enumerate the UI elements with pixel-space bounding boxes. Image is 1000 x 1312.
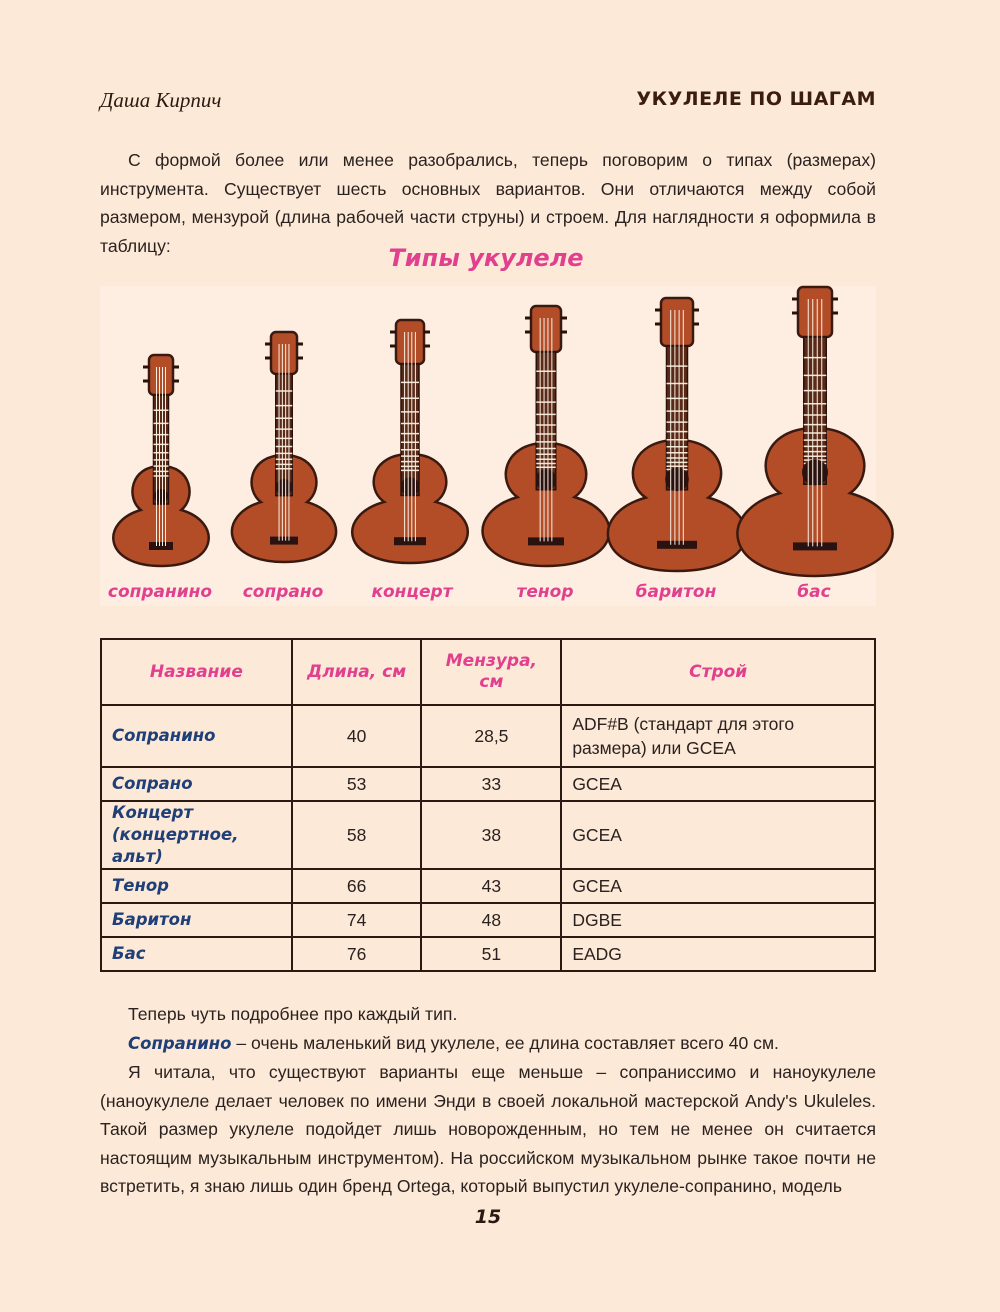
row-name: Бас	[101, 937, 292, 971]
ukulele-2-bridge	[270, 537, 298, 545]
row-name: Сопранино	[101, 705, 292, 767]
table-row	[101, 767, 875, 801]
row-scale: 28,5	[421, 705, 561, 767]
table-row	[101, 801, 875, 869]
ukulele-5-soundhole	[665, 468, 689, 492]
ukulele-2-soundhole	[276, 479, 292, 495]
row-scale: 48	[421, 903, 561, 937]
term-sopranino: Сопранино	[128, 1033, 232, 1053]
table-row	[101, 705, 875, 767]
row-tuning: ADF#B (стандарт для этого размера) или GCEA	[561, 705, 875, 767]
column-header-length: Длина, см	[292, 639, 422, 705]
table-header-row	[101, 639, 875, 705]
column-header-name: Название	[101, 639, 292, 705]
row-name: Баритон	[101, 903, 292, 937]
row-name: Сопрано	[101, 767, 292, 801]
ukulele-3-bridge	[394, 537, 426, 545]
ukulele-3-headstock	[396, 320, 424, 364]
ukulele-5-bridge	[657, 541, 697, 549]
ukulele-2-headstock	[271, 332, 297, 374]
row-scale: 51	[421, 937, 561, 971]
ukulele-6-headstock	[798, 287, 832, 337]
ukulele-4-bridge	[528, 537, 564, 545]
ukulele-label-tenor: тенор	[516, 582, 574, 602]
table-row	[101, 903, 875, 937]
ukulele-label-bass: бас	[797, 582, 831, 602]
row-length: 76	[292, 937, 422, 971]
ukulele-label-soprano: сопрано	[242, 582, 324, 602]
table-row	[101, 869, 875, 903]
row-scale: 33	[421, 767, 561, 801]
body-paragraph-2	[100, 1029, 876, 1059]
author-name: Даша Кирпич	[100, 88, 222, 112]
row-scale: 43	[421, 869, 561, 903]
ukulele-4-neck	[536, 352, 556, 490]
ukulele-label-sopranino: сопранино	[107, 582, 213, 602]
row-name: Концерт (концертное, альт)	[101, 801, 292, 869]
column-header-tuning: Строй	[561, 639, 875, 705]
ukulele-4-soundhole	[535, 469, 556, 490]
ukulele-6-soundhole	[802, 459, 828, 485]
body-paragraph-2-text: – очень маленький вид укулеле, ее длина составляет всего 40 см.	[231, 1032, 779, 1053]
row-length: 66	[292, 869, 422, 903]
ukulele-3-neck	[401, 364, 419, 495]
ukulele-6-bridge	[793, 542, 837, 550]
row-tuning: GCEA	[561, 801, 875, 869]
row-tuning: GCEA	[561, 767, 875, 801]
row-length: 74	[292, 903, 422, 937]
row-name: Тенор	[101, 869, 292, 903]
page-number: 15	[474, 1206, 502, 1228]
ukulele-label-concert: концерт	[371, 582, 453, 602]
intro-paragraph: С формой более или менее разобрались, теперь поговорим о типах (размерах) инструмента. Существует шесть основных вариантов. Они отличаются между собой размером, мензурой (длина рабочей части струны) и строем. Для наглядности я оформила в таблицу:	[100, 150, 876, 256]
row-length: 40	[292, 705, 422, 767]
body-text	[100, 1000, 876, 1201]
ukulele-illustration	[0, 0, 1000, 620]
row-scale: 38	[421, 801, 561, 869]
ukulele-label-baritone: баритон	[635, 582, 717, 602]
ukulele-2-neck	[276, 374, 293, 496]
body-paragraph-1: Теперь чуть подробнее про каждый тип.	[128, 1004, 458, 1024]
book-title: УКУЛЕЛЕ ПО ШАГАМ	[636, 88, 876, 110]
ukulele-3-soundhole	[401, 477, 420, 496]
row-tuning: EADG	[561, 937, 875, 971]
column-header-scale: Мензура, см	[421, 639, 561, 705]
row-length: 53	[292, 767, 422, 801]
table-row	[101, 937, 875, 971]
ukulele-1-headstock	[149, 355, 173, 395]
ukulele-1-bridge	[149, 542, 173, 550]
row-tuning: GCEA	[561, 869, 875, 903]
ukulele-5-headstock	[661, 298, 693, 346]
body-paragraph-3: Я читала, что существуют варианты еще меньше – сопраниссимо и наноукулеле (наноукулеле делает человек по имени Энди в своей локальной мастерской Andy's Ukuleles. Такой размер укулеле подойдет лишь новорожденным, но тем не менее он считается настоящим музыкальным инструментом). На российском музыкальном рынке такое почти не встретить, я знаю лишь один бренд Ortega, который выпустил укулеле-сопранино, модель	[100, 1062, 876, 1196]
ukulele-1-neck	[154, 395, 169, 504]
row-length: 58	[292, 801, 422, 869]
ukulele-types-table	[100, 638, 876, 972]
figure-title: Типы укулеле	[388, 244, 584, 272]
ukulele-4-headstock	[531, 306, 561, 352]
row-tuning: DGBE	[561, 903, 875, 937]
